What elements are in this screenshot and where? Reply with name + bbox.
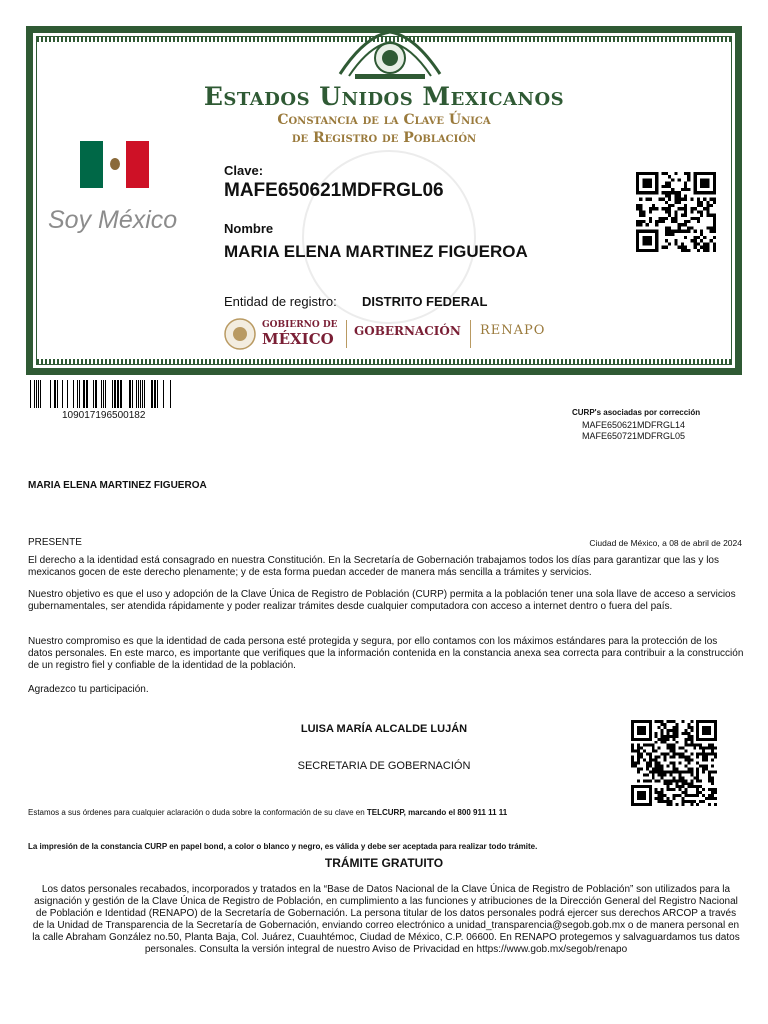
letter-paragraph-1: El derecho a la identidad está consagrado en nuestra Constitución. En la Secretaría de Gobernación trabajamos todos los días para garantizar que las y los mexicanos gocen de este derecho plenamente; y de esta forma puedan acceder de manera más sencilla a trámites y servicios. <box>28 555 719 578</box>
signer-name: LUISA MARÍA ALCALDE LUJÁN <box>300 723 468 735</box>
renapo-logo: RENAPO <box>480 323 546 338</box>
clave-value: MAFE650621MDFRGL06 <box>224 180 444 201</box>
logo-divider <box>346 320 347 348</box>
contact-phone: TELCURP, marcando el 800 911 11 11 <box>366 808 508 817</box>
country-title: Estados Unidos Mexicanos <box>203 82 565 111</box>
logo-divider <box>470 320 471 348</box>
recipient-name: MARIA ELENA MARTINEZ FIGUEROA <box>28 480 207 491</box>
signer-title: SECRETARIA DE GOBERNACIÓN <box>297 760 471 772</box>
associated-curps-title: CURP's asociadas por corrección <box>572 408 701 417</box>
free-procedure-notice: TRÁMITE GRATUITO <box>324 856 444 870</box>
barcode-number: 109017196500182 <box>62 410 146 421</box>
certificate-qr-code-icon <box>636 171 716 253</box>
government-logos <box>224 316 554 352</box>
gobierno-logo-line1: GOBIERNO DE <box>262 320 338 330</box>
letter-date: Ciudad de México, a 08 de abril de 2024 <box>589 538 742 548</box>
mexico-flag-icon <box>80 141 149 188</box>
contact-line <box>28 808 507 817</box>
clave-label: Clave: <box>224 163 264 178</box>
letter-paragraph-2: Nuestro objetivo es que el uso y adopción de la Clave Única de Registro de Población (CURP) permita a la población tener una sola llave de acceso a servicios gubernamentales, ser atendida rápidamente y poder realizar trámites desde cualquier computadora con acceso a internet dentro o fuera del país. <box>28 589 736 612</box>
print-validity-notice: La impresión de la constancia CURP en papel bond, a color o blanco y negro, es válida y debe ser aceptada para realizar todo trámite. <box>28 842 538 851</box>
letter-paragraph-3: Nuestro compromiso es que la identidad de cada persona esté protegida y segura, por ello contamos con los máximos estándares para la protección de los datos personales. En este marco, es importante que verifiques que la información contenida en la constancia anexa sea correcta para contribuir a la construcción de un registro fiel y confiable de la identidad de la población. <box>28 636 744 671</box>
privacy-notice: Los datos personales recabados, incorporados y tratados en la “Base de Datos Nacional de la Clave Única de Registro de Población” son utilizados para la asignación y gestión de la Clave Única de Registro de Población, en cumplimiento a las funciones y atribuciones de la Dirección General del Registro Nacional de Población e Identidad (RENAPO) de la Secretaría de Gobernación. La persona titular de los datos personales podrá ejercer sus derechos ARCOP a través de la Unidad de Transparencia de la Secretaría de Gobernación, enviando correo electrónico a unidad_transparencia@segob.gob.mx o de manera personal en la calle Abraham González no.50, Planta Baja, Col. Juárez, Cuauhtémoc, Ciudad de México, C.P. 06600. En RENAPO protegemos y salvaguardamos tus datos personales. Consulta la versión integral de nuestro Aviso de Privacidad en https://www.gob.mx/segob/renapo <box>32 884 740 955</box>
gobierno-logo-line2: MÉXICO <box>262 330 334 348</box>
associated-curp-item: MAFE650721MDFRGL05 <box>582 431 686 441</box>
presente-text: PRESENTE <box>28 537 82 548</box>
national-crest-icon <box>335 26 445 82</box>
entidad-value: DISTRITO FEDERAL <box>362 294 488 309</box>
associated-curp-item: MAFE650621MDFRGL14 <box>582 420 686 430</box>
signature-qr-code-icon <box>631 718 717 808</box>
contact-text: Estamos a sus órdenes para cualquier aclaración o duda sobre la conformación de su clave en <box>28 808 367 817</box>
letter-paragraph-4: Agradezco tu participación. <box>28 684 149 695</box>
entidad-label: Entidad de registro: <box>224 294 337 309</box>
certificate-subtitle-line2: de Registro de Población <box>291 130 477 146</box>
bottom-fretwork <box>37 359 731 364</box>
gobernacion-logo: GOBERNACIÓN <box>354 324 461 338</box>
slogan-text: Soy México <box>48 206 178 234</box>
nombre-value: MARIA ELENA MARTINEZ FIGUEROA <box>224 242 528 261</box>
gobierno-seal-icon <box>224 318 256 350</box>
nombre-label: Nombre <box>224 221 274 236</box>
certificate-subtitle-line1: Constancia de la Clave Única <box>277 112 491 128</box>
barcode-icon <box>30 380 180 408</box>
